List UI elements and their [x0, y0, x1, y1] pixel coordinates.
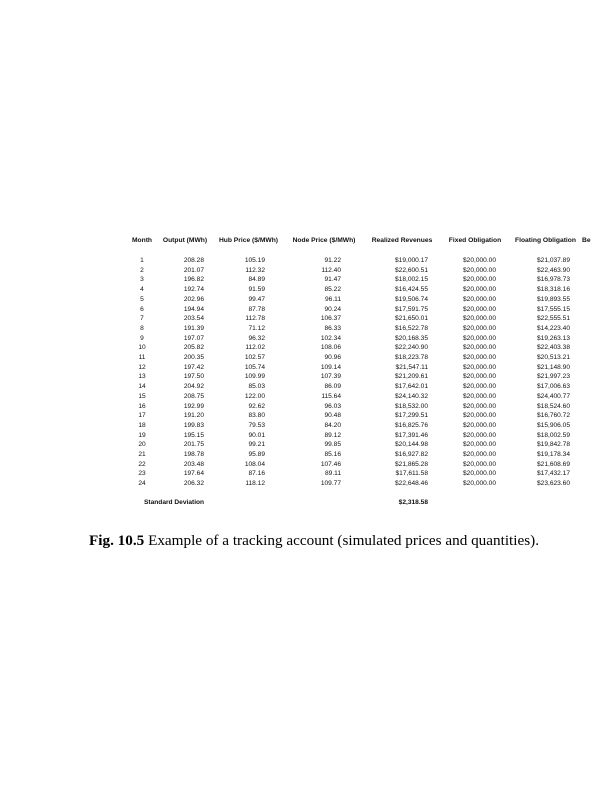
- cell-output: 206.32: [183, 480, 204, 488]
- table-row: [126, 334, 599, 344]
- cell-hub-price: 79.53: [248, 421, 265, 429]
- cell-truncated: [582, 363, 599, 373]
- cell-hub-price: 95.89: [248, 451, 265, 459]
- table-row: [126, 460, 599, 470]
- standard-deviation-label: Standard Deviation: [144, 498, 205, 506]
- cell-fixed-obligation: $20,000.00: [462, 392, 496, 400]
- cell-floating-obligation: $20,513.21: [536, 354, 570, 362]
- cell-hub-price: 99.21: [248, 441, 265, 449]
- cell-month: 23: [138, 470, 146, 478]
- cell-hub-price: 92.62: [248, 402, 265, 410]
- cell-output: 203.54: [183, 315, 204, 323]
- cell-node-price: 86.09: [324, 383, 341, 391]
- cell-month: 20: [138, 441, 146, 449]
- table-row: [126, 450, 599, 460]
- cell-truncated: [582, 252, 599, 266]
- cell-node-price: 84.20: [324, 421, 341, 429]
- cell-floating-obligation: $18,524.60: [536, 402, 570, 410]
- cell-hub-price: 122.00: [244, 392, 265, 400]
- table-row: [126, 411, 599, 421]
- cell-node-price: 91.47: [324, 276, 341, 284]
- cell-node-price: 96.03: [324, 402, 341, 410]
- cell-node-price: 89.12: [324, 431, 341, 439]
- cell-node-price: 102.34: [320, 334, 341, 342]
- cell-truncated: [582, 421, 599, 431]
- header-realized-revenues: Realized Revenues: [371, 237, 433, 244]
- cell-realized-revenue: $16,927.82: [394, 451, 428, 459]
- cell-floating-obligation: $17,006.63: [536, 383, 570, 391]
- cell-fixed-obligation: $20,000.00: [462, 286, 496, 294]
- cell-floating-obligation: $21,037.89: [536, 257, 570, 264]
- summary-blank: [285, 489, 363, 508]
- cell-node-price: 86.33: [324, 324, 341, 332]
- header-truncated: Be: [582, 237, 591, 244]
- cell-month: 7: [140, 315, 144, 323]
- cell-node-price: 115.64: [321, 392, 341, 400]
- cell-truncated: [582, 285, 599, 295]
- cell-hub-price: 87.16: [248, 470, 265, 478]
- cell-output: 203.48: [183, 460, 204, 468]
- cell-truncated: [582, 295, 599, 305]
- cell-node-price: 107.46: [320, 460, 341, 468]
- cell-node-price: 96.11: [324, 295, 341, 303]
- cell-realized-revenue: $17,642.01: [394, 383, 428, 391]
- cell-truncated: [582, 314, 599, 324]
- cell-hub-price: 105.19: [244, 257, 265, 264]
- cell-floating-obligation: $21,608.69: [536, 460, 570, 468]
- cell-fixed-obligation: $20,000.00: [462, 257, 496, 264]
- cell-month: 24: [138, 480, 146, 488]
- cell-month: 1: [140, 257, 144, 264]
- cell-fixed-obligation: $20,000.00: [462, 344, 496, 352]
- cell-output: 197.07: [183, 334, 204, 342]
- cell-truncated: [582, 460, 599, 470]
- cell-month: 18: [138, 421, 146, 429]
- cell-hub-price: 99.47: [248, 295, 265, 303]
- cell-fixed-obligation: $20,000.00: [462, 480, 496, 488]
- cell-fixed-obligation: $20,000.00: [462, 431, 496, 439]
- cell-output: 195.15: [183, 431, 204, 439]
- header-node-price: Node Price ($/MWh): [292, 237, 356, 244]
- cell-fixed-obligation: $20,000.00: [462, 334, 496, 342]
- cell-floating-obligation: $23,623.60: [536, 480, 570, 488]
- cell-hub-price: 85.03: [248, 383, 265, 391]
- cell-truncated: [582, 343, 599, 353]
- cell-floating-obligation: $18,318.16: [536, 286, 570, 294]
- cell-truncated: [582, 266, 599, 276]
- cell-month: 3: [140, 276, 144, 284]
- cell-fixed-obligation: $20,000.00: [462, 421, 496, 429]
- summary-blank: [582, 489, 599, 508]
- table-row: [126, 252, 599, 266]
- cell-truncated: [582, 372, 599, 382]
- table-row: [126, 353, 599, 363]
- cell-output: 208.28: [183, 257, 204, 264]
- cell-truncated: [582, 382, 599, 392]
- cell-fixed-obligation: $20,000.00: [462, 441, 496, 449]
- cell-fixed-obligation: $20,000.00: [462, 354, 496, 362]
- cell-fixed-obligation: $20,000.00: [462, 470, 496, 478]
- cell-floating-obligation: $14,223.40: [536, 324, 570, 332]
- cell-floating-obligation: $17,432.17: [536, 470, 570, 478]
- cell-truncated: [582, 411, 599, 421]
- cell-month: 14: [138, 383, 146, 391]
- cell-floating-obligation: $19,263.13: [536, 334, 570, 342]
- cell-node-price: 99.85: [324, 441, 341, 449]
- cell-truncated: [582, 392, 599, 402]
- cell-output: 196.82: [183, 276, 204, 284]
- cell-month: 11: [138, 354, 146, 362]
- cell-node-price: 112.40: [321, 266, 341, 274]
- cell-fixed-obligation: $20,000.00: [462, 383, 496, 391]
- cell-hub-price: 83.80: [248, 412, 265, 420]
- table-row: [126, 295, 599, 305]
- cell-realized-revenue: $18,532.00: [394, 402, 428, 410]
- cell-floating-obligation: $22,403.38: [536, 344, 570, 352]
- table-row: [126, 469, 599, 479]
- cell-hub-price: 102.57: [244, 354, 265, 362]
- table-row: [126, 392, 599, 402]
- cell-output: 197.64: [183, 470, 204, 478]
- table-row: [126, 372, 599, 382]
- standard-deviation-value: $2,318.58: [398, 498, 428, 506]
- cell-node-price: 91.22: [324, 257, 341, 264]
- table-row: [126, 266, 599, 276]
- summary-row: [126, 489, 599, 508]
- figure-caption: [89, 532, 599, 550]
- cell-floating-obligation: $22,555.51: [536, 315, 570, 323]
- cell-realized-revenue: $20,168.35: [394, 334, 428, 342]
- cell-node-price: 109.14: [320, 363, 341, 371]
- cell-realized-revenue: $18,223.78: [394, 354, 428, 362]
- header-month: Month: [131, 237, 153, 244]
- cell-output: 191.20: [183, 412, 204, 420]
- cell-truncated: [582, 324, 599, 334]
- tracking-account-table: [126, 236, 599, 508]
- cell-realized-revenue: $16,424.55: [394, 286, 428, 294]
- cell-output: 205.82: [183, 344, 204, 352]
- table-body: [126, 252, 599, 508]
- cell-month: 13: [138, 373, 146, 381]
- cell-node-price: 107.39: [320, 373, 341, 381]
- cell-hub-price: 71.12: [248, 324, 265, 332]
- cell-realized-revenue: $17,299.51: [394, 412, 428, 420]
- cell-fixed-obligation: $20,000.00: [462, 402, 496, 410]
- cell-output: 194.94: [183, 305, 204, 313]
- cell-realized-revenue: $22,240.90: [394, 344, 428, 352]
- cell-node-price: 109.77: [320, 480, 341, 488]
- cell-realized-revenue: $24,140.32: [394, 392, 428, 400]
- cell-output: 192.99: [183, 402, 204, 410]
- cell-floating-obligation: $19,893.55: [536, 295, 570, 303]
- cell-month: 10: [138, 344, 146, 352]
- cell-node-price: 90.48: [324, 412, 341, 420]
- table-row: [126, 324, 599, 334]
- header-hub-price: Hub Price ($/MWh): [218, 237, 279, 244]
- cell-realized-revenue: $20,144.98: [394, 441, 428, 449]
- cell-realized-revenue: $19,000.17: [394, 257, 428, 264]
- cell-floating-obligation: $19,842.78: [536, 441, 570, 449]
- summary-blank: [441, 489, 509, 508]
- cell-fixed-obligation: $20,000.00: [462, 373, 496, 381]
- figure-caption-text: Example of a tracking account (simulated prices and quantities).: [148, 532, 539, 549]
- cell-output: 202.96: [183, 295, 204, 303]
- cell-fixed-obligation: $20,000.00: [462, 266, 496, 274]
- cell-output: 197.50: [183, 373, 204, 381]
- cell-hub-price: 118.12: [245, 480, 265, 488]
- cell-fixed-obligation: $20,000.00: [462, 412, 496, 420]
- cell-output: 201.07: [183, 266, 204, 274]
- cell-truncated: [582, 353, 599, 363]
- cell-truncated: [582, 402, 599, 412]
- cell-month: 12: [138, 363, 146, 371]
- cell-realized-revenue: $17,591.75: [394, 305, 428, 313]
- cell-realized-revenue: $16,522.78: [394, 324, 428, 332]
- cell-output: 208.75: [183, 392, 204, 400]
- cell-fixed-obligation: $20,000.00: [462, 276, 496, 284]
- cell-output: 201.75: [183, 441, 204, 449]
- cell-floating-obligation: $16,760.72: [536, 412, 570, 420]
- cell-realized-revenue: $16,825.76: [394, 421, 428, 429]
- tracking-account-table-wrapper: [126, 236, 599, 508]
- cell-hub-price: 87.78: [248, 305, 265, 313]
- cell-month: 22: [138, 460, 146, 468]
- cell-output: 199.83: [183, 421, 204, 429]
- cell-truncated: [582, 450, 599, 460]
- cell-truncated: [582, 334, 599, 344]
- cell-output: 200.35: [183, 354, 204, 362]
- cell-floating-obligation: $17,555.15: [536, 305, 570, 313]
- cell-realized-revenue: $21,865.28: [394, 460, 428, 468]
- cell-hub-price: 90.01: [248, 431, 265, 439]
- cell-output: 192.74: [183, 286, 204, 294]
- cell-truncated: [582, 275, 599, 285]
- table-header-row: [126, 236, 599, 252]
- table-row: [126, 285, 599, 295]
- table-row: [126, 314, 599, 324]
- cell-floating-obligation: $21,997.23: [536, 373, 570, 381]
- cell-node-price: 108.06: [320, 344, 341, 352]
- cell-hub-price: 109.99: [244, 373, 265, 381]
- table-row: [126, 479, 599, 489]
- header-output: Output (MWh): [162, 237, 208, 244]
- cell-output: 197.42: [183, 363, 204, 371]
- cell-floating-obligation: $16,978.73: [536, 276, 570, 284]
- cell-month: 19: [138, 431, 146, 439]
- cell-truncated: [582, 440, 599, 450]
- cell-fixed-obligation: $20,000.00: [462, 324, 496, 332]
- table-row: [126, 431, 599, 441]
- header-fixed-obligation: Fixed Obligation: [448, 237, 502, 244]
- summary-blank: [509, 489, 582, 508]
- table-row: [126, 421, 599, 431]
- cell-floating-obligation: $19,178.34: [536, 451, 570, 459]
- cell-hub-price: 112.32: [245, 266, 265, 274]
- cell-floating-obligation: $18,002.59: [536, 431, 570, 439]
- cell-month: 8: [140, 324, 144, 332]
- table-row: [126, 305, 599, 315]
- cell-node-price: 85.16: [324, 451, 341, 459]
- header-floating-obligation: Floating Obligation: [515, 237, 576, 244]
- cell-month: 21: [138, 451, 146, 459]
- cell-month: 2: [140, 266, 144, 274]
- table-row: [126, 402, 599, 412]
- cell-output: 198.78: [183, 451, 204, 459]
- cell-output: 191.39: [183, 324, 204, 332]
- cell-floating-obligation: $21,148.90: [536, 363, 570, 371]
- cell-realized-revenue: $22,648.46: [394, 480, 428, 488]
- cell-fixed-obligation: $20,000.00: [462, 315, 496, 323]
- cell-truncated: [582, 431, 599, 441]
- cell-node-price: 85.22: [324, 286, 341, 294]
- figure-label: Fig. 10.5: [89, 532, 145, 549]
- table-row: [126, 343, 599, 353]
- cell-realized-revenue: $21,650.01: [394, 315, 428, 323]
- cell-realized-revenue: $21,209.61: [394, 373, 428, 381]
- cell-truncated: [582, 305, 599, 315]
- cell-output: 204.92: [183, 383, 204, 391]
- cell-month: 17: [138, 412, 146, 420]
- cell-month: 5: [140, 295, 144, 303]
- cell-realized-revenue: $17,391.46: [394, 431, 428, 439]
- table-row: [126, 440, 599, 450]
- cell-realized-revenue: $17,611.58: [395, 470, 428, 478]
- cell-floating-obligation: $22,463.90: [536, 266, 570, 274]
- cell-truncated: [582, 469, 599, 479]
- cell-month: 6: [140, 305, 144, 313]
- table-row: [126, 363, 599, 373]
- cell-node-price: 90.96: [324, 354, 341, 362]
- table-row: [126, 382, 599, 392]
- cell-truncated: [582, 479, 599, 489]
- table-row: [126, 275, 599, 285]
- cell-hub-price: 84.89: [248, 276, 265, 284]
- cell-realized-revenue: $21,547.11: [395, 363, 428, 371]
- cell-fixed-obligation: $20,000.00: [462, 295, 496, 303]
- cell-floating-obligation: $24,400.77: [536, 392, 570, 400]
- cell-node-price: 90.24: [324, 305, 341, 313]
- cell-hub-price: 108.04: [244, 460, 265, 468]
- cell-floating-obligation: $15,906.05: [536, 421, 570, 429]
- cell-fixed-obligation: $20,000.00: [462, 363, 496, 371]
- cell-hub-price: 112.78: [245, 315, 265, 323]
- cell-fixed-obligation: $20,000.00: [462, 460, 496, 468]
- cell-node-price: 106.37: [320, 315, 341, 323]
- cell-realized-revenue: $19,506.74: [394, 295, 428, 303]
- cell-month: 4: [140, 286, 144, 294]
- cell-hub-price: 91.59: [248, 286, 265, 294]
- cell-realized-revenue: $18,002.15: [394, 276, 428, 284]
- cell-month: 16: [138, 402, 146, 410]
- cell-hub-price: 96.32: [248, 334, 265, 342]
- cell-hub-price: 112.02: [245, 344, 265, 352]
- cell-month: 15: [138, 392, 146, 400]
- cell-month: 9: [140, 334, 144, 342]
- cell-fixed-obligation: $20,000.00: [462, 305, 496, 313]
- cell-node-price: 89.11: [324, 470, 341, 478]
- cell-realized-revenue: $22,600.51: [394, 266, 428, 274]
- cell-fixed-obligation: $20,000.00: [462, 451, 496, 459]
- cell-hub-price: 105.74: [244, 363, 265, 371]
